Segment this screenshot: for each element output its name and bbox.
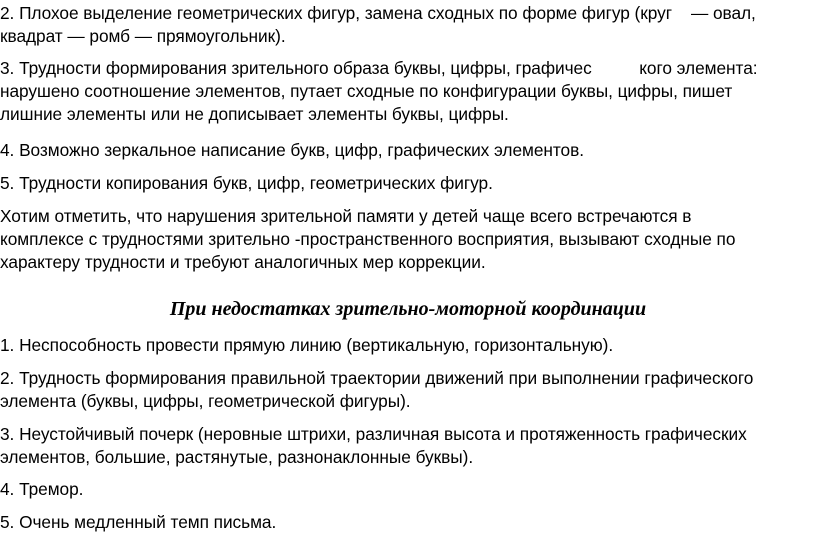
paragraph-item-2-shapes [0, 2, 756, 48]
text-line: квадрат — ромб — прямоугольник). [0, 26, 286, 46]
text-line: 4. Тремор. [0, 479, 84, 499]
paragraph-item-4-tremor [0, 478, 83, 501]
text-line: 1. Неспособность провести прямую линию (вертикальную, горизонтальную). [0, 335, 614, 355]
text-line: 3. Неустойчивый почерк (неровные штрихи, различная высота и протяженность графических [0, 424, 747, 444]
paragraph-item-3-visual-image [0, 57, 758, 126]
paragraph-item-1-straight-line [0, 334, 613, 357]
paragraph-summary [0, 205, 735, 274]
text-line: 2. Трудность формирования правильной траектории движений при выполнении графического [0, 368, 754, 388]
text-line: 3. Трудности формирования зрительного образа буквы, цифры, графичес кого элемента: [0, 58, 758, 78]
text-line: 5. Очень медленный темп письма. [0, 512, 277, 532]
text-line: элемента (буквы, цифры, геометрической фигуры). [0, 391, 411, 411]
text-line: нарушено соотношение элементов, путает сходные по конфигурации буквы, цифры, пишет [0, 81, 733, 101]
text-line: 4. Возможно зеркальное написание букв, цифр, графических элементов. [0, 140, 585, 160]
text-line: 5. Трудности копирования букв, цифр, геометрических фигур. [0, 173, 493, 193]
paragraph-item-2-trajectory [0, 367, 753, 413]
paragraph-item-5-copying [0, 172, 493, 195]
text-line: 2. Плохое выделение геометрических фигур, замена сходных по форме фигур (круг — овал, [0, 3, 756, 23]
text-line: Хотим отметить, что нарушения зрительной памяти у детей чаще всего встречаются в [0, 206, 692, 226]
text-line: характеру трудности и требуют аналогичных мер коррекции. [0, 252, 486, 272]
paragraph-item-4-mirror-writing [0, 139, 584, 162]
paragraph-item-3-handwriting [0, 423, 747, 469]
text-line: комплексе с трудностями зрительно -пространственного восприятия, вызывают сходные по [0, 229, 736, 249]
text-line: элементов, большие, растянутые, разнонаклонные буквы). [0, 447, 474, 467]
section-heading: При недостатках зрительно-моторной координации [169, 298, 647, 320]
text-line: лишние элементы или не дописывает элементы буквы, цифры. [0, 104, 509, 124]
paragraph-item-5-slow-writing [0, 511, 276, 534]
